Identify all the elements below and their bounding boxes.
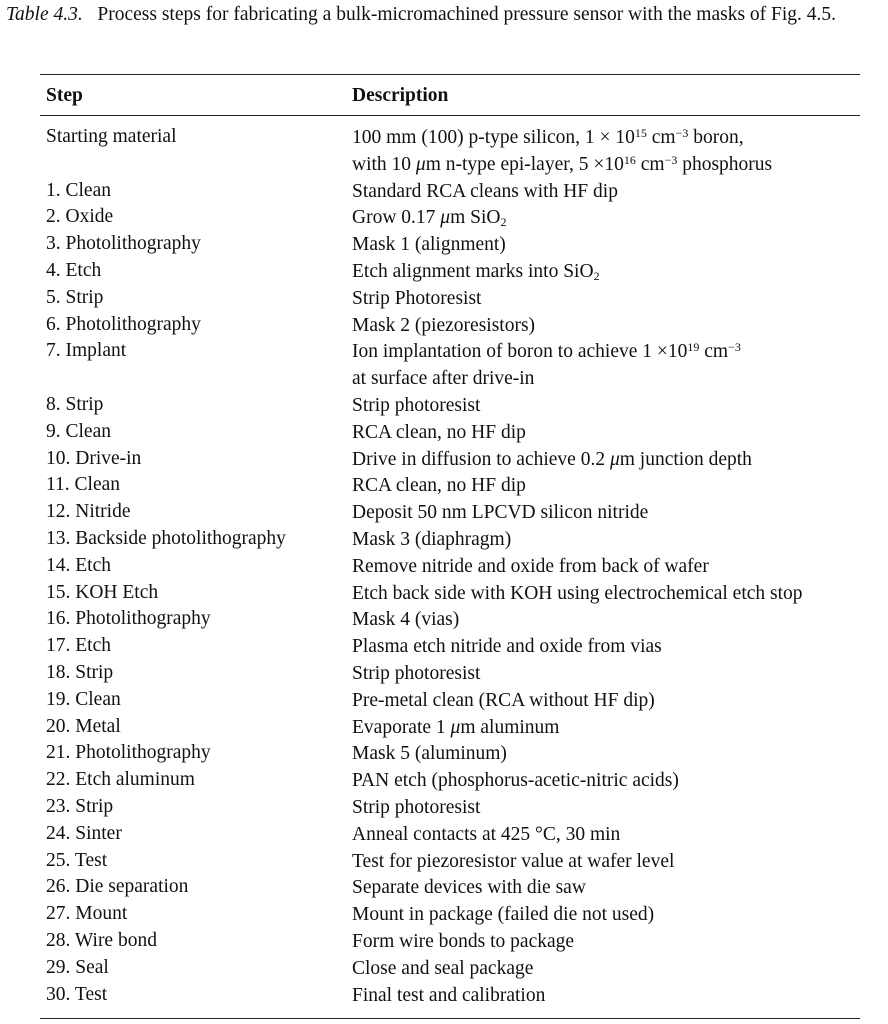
table-caption-text: Process steps for fabricating a bulk-micromachined pressure sensor with the masks of Fig. 4.5. [97, 4, 837, 25]
description-cell: Etch back side with KOH using electrochemical etch stop [352, 582, 803, 604]
step-cell: 9. Clean [46, 420, 111, 442]
description-cell: Strip photoresist [352, 797, 481, 818]
step-cell: 18. Strip [46, 662, 114, 683]
description-cell: Strip photoresist [352, 663, 481, 684]
step-cell: 2. Oxide [46, 206, 114, 228]
header-rule [40, 115, 860, 116]
step-cell: 10. Drive-in [46, 447, 142, 469]
description-cell: Strip photoresist [352, 395, 481, 416]
description-cell: Mount in package (failed die not used) [352, 904, 655, 926]
step-cell: 25. Test [46, 849, 108, 871]
description-cell: Mask 2 (piezoresistors) [352, 314, 536, 336]
description-cell: Mask 1 (alignment) [352, 234, 506, 256]
description-cell: Anneal contacts at 425 °C, 30 min [352, 823, 621, 845]
description-cell: RCA clean, no HF dip [352, 475, 526, 497]
step-cell: 15. KOH Etch [46, 581, 159, 603]
description-cell: Final test and calibration [352, 984, 546, 1006]
description-cell: Close and seal package [352, 957, 534, 979]
description-cell: Form wire bonds to package [352, 931, 575, 952]
step-cell: 13. Backside photolithography [46, 528, 286, 549]
step-cell: 6. Photolithography [46, 313, 201, 335]
description-cell: Mask 4 (vias) [352, 609, 460, 631]
header-step: Step [46, 85, 83, 106]
description-cell: Drive in diffusion to achieve 0.2 μm junction depth [352, 448, 752, 470]
step-cell: 8. Strip [46, 394, 104, 415]
description-cell: Etch alignment marks into SiO$_2$ [352, 261, 600, 283]
description-cell: Grow 0.17 μm SiO$_2$ [352, 207, 507, 230]
description-cell: PAN etch (phosphorus-acetic-nitric acids) [352, 770, 679, 792]
table-caption [6, 2, 882, 27]
description-cell: Deposit 50 nm LPCVD silicon nitride [352, 502, 649, 524]
description-cell: Standard RCA cleans with HF dip [352, 180, 618, 202]
description-cell: Ion implantation of boron to achieve $1 \times 10^{19}$ $cm^{-3}$ at surface after drive-in [352, 340, 741, 390]
step-cell: 21. Photolithography [46, 742, 211, 764]
step-cell: 3. Photolithography [46, 233, 201, 255]
step-cell: 29. Seal [46, 956, 109, 978]
description-cell: Mask 5 (aluminum) [352, 743, 507, 765]
step-cell: 16. Photolithography [46, 608, 211, 630]
step-cell: 20. Metal [46, 715, 121, 737]
description-cell: 100 mm (100) p-type silicon, $1 \times 10^{15}$ $cm^{-3}$ boron, with 10 μm n-type epi-layer, $5 \times 10^{16}$ $cm^{-3}$ phosphorus [352, 126, 773, 175]
step-cell: 22. Etch aluminum [46, 769, 195, 791]
step-cell: 1. Clean [46, 179, 111, 201]
step-cell: 30. Test [46, 983, 108, 1005]
step-cell: 11. Clean [46, 474, 121, 496]
step-cell: 28. Wire bond [46, 930, 157, 951]
description-cell: Strip Photoresist [352, 287, 482, 309]
description-cell: Test for piezoresistor value at wafer level [352, 850, 675, 872]
description-cell: Mask 3 (diaphragm) [352, 529, 512, 550]
description-cell: Separate devices with die saw [352, 877, 586, 899]
step-cell: 4. Etch [46, 260, 102, 281]
description-cell: Remove nitride and oxide from back of wafer [352, 555, 709, 577]
description-cell: Evaporate 1 μm aluminum [352, 716, 560, 738]
description-cell: Plasma etch nitride and oxide from vias [352, 636, 662, 658]
step-cell: 19. Clean [46, 688, 121, 710]
step-cell: 5. Strip [46, 286, 104, 308]
table-caption-label: Table 4.3. [6, 4, 83, 25]
step-cell: 14. Etch [46, 554, 111, 576]
top-rule [40, 74, 860, 75]
header-description: Description [352, 85, 449, 106]
step-cell: 17. Etch [46, 635, 111, 657]
step-cell: 24. Sinter [46, 822, 122, 844]
step-cell: Starting material [46, 126, 177, 147]
step-cell: 12. Nitride [46, 501, 131, 523]
description-cell: RCA clean, no HF dip [352, 421, 526, 443]
step-cell: 7. Implant [46, 340, 127, 362]
description-cell: Pre-metal clean (RCA without HF dip) [352, 689, 655, 711]
step-cell: 27. Mount [46, 903, 128, 925]
bottom-rule [40, 1018, 860, 1019]
step-cell: 23. Strip [46, 796, 114, 817]
step-cell: 26. Die separation [46, 876, 189, 898]
